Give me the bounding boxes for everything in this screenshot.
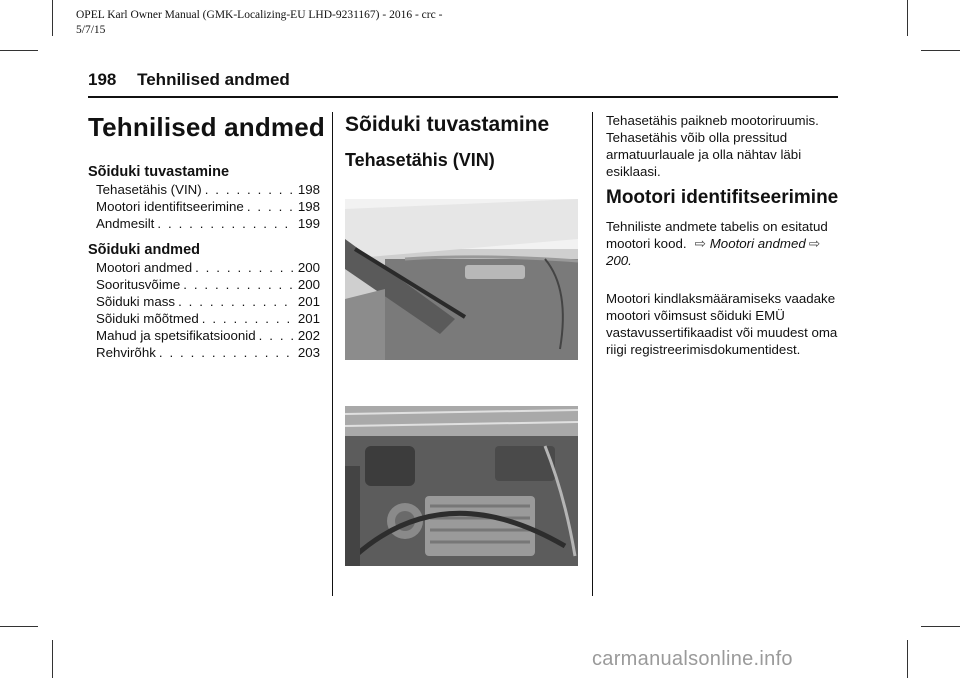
- toc-item[interactable]: [88, 198, 320, 215]
- toc-item-label: Tehasetähis (VIN): [96, 182, 202, 197]
- toc-heading: Sõiduki andmed: [88, 242, 200, 258]
- header-rule: [88, 96, 838, 98]
- toc-item-label: Andmesilt: [96, 216, 155, 231]
- toc-item-page: 198: [297, 199, 320, 214]
- toc-item-page: 198: [297, 182, 320, 197]
- toc-heading: Sõiduki tuvastamine: [88, 164, 230, 180]
- crop-mark: [921, 626, 960, 627]
- toc-item-label: Rehvirõhk: [96, 345, 156, 360]
- section-title: Mootori identifitseerimine: [606, 187, 839, 208]
- toc-item-label: Mootori identifitseerimine: [96, 199, 244, 214]
- toc-item-label: Sooritusvõime: [96, 277, 181, 292]
- toc-item[interactable]: [88, 327, 320, 344]
- crop-mark: [0, 50, 38, 51]
- crop-mark: [921, 50, 960, 51]
- toc-item-page: 202: [297, 328, 320, 343]
- column-divider: [332, 112, 333, 596]
- section-title: Sõiduki tuvastamine: [345, 113, 550, 136]
- engine-identification-text: Mootori kindlaksmääramiseks vaadake mootori võimsust sõiduki EMÜ vastavussertifikaadist või muudest oma riigi registreerimisdokumentidest.: [606, 291, 838, 357]
- crop-mark: [907, 0, 908, 36]
- toc-item[interactable]: [88, 181, 320, 198]
- cross-reference-link[interactable]: Mootori andmed: [709, 236, 806, 251]
- toc-item-label: Sõiduki mass: [96, 294, 176, 309]
- toc-item-page: 199: [297, 216, 320, 231]
- reference-arrow-icon: ⇨: [694, 236, 706, 251]
- engine-bay-vin-photo: [345, 406, 578, 566]
- crop-mark: [52, 0, 53, 36]
- toc-item[interactable]: [88, 259, 320, 276]
- toc-item-page: 201: [297, 311, 320, 326]
- toc-item-page: 201: [297, 294, 320, 309]
- meta-line: OPEL Karl Owner Manual (GMK-Localizing-EU LHD-9231167) - 2016 - crc -: [76, 9, 443, 21]
- reference-arrow-icon: ⇨: [808, 236, 820, 251]
- page-number: 198: [88, 70, 117, 89]
- toc-item-label: Mahud ja spetsifikatsioonid: [96, 328, 256, 343]
- running-title: Tehnilised andmed: [137, 70, 290, 89]
- toc-item-page: 200: [297, 277, 320, 292]
- crop-mark: [52, 640, 53, 678]
- table-of-contents: [88, 164, 320, 361]
- vin-location-text: Tehasetähis paikneb mootoriruumis. Tehasetähis võib olla pressitud armatuurlauale ja olla nähtav läbi esiklaasi.: [606, 113, 819, 179]
- toc-item[interactable]: [88, 310, 320, 327]
- chapter-title: Tehnilised andmed: [88, 112, 325, 142]
- toc-item[interactable]: [88, 344, 320, 361]
- toc-item-label: Mootori andmed: [96, 260, 193, 275]
- meta-line: 5/7/15: [76, 24, 106, 36]
- page-header: [88, 70, 290, 90]
- windshield-vin-photo: [345, 199, 578, 360]
- column-divider: [592, 112, 593, 596]
- toc-item-label: Sõiduki mõõtmed: [96, 311, 199, 326]
- toc-item[interactable]: [88, 215, 320, 232]
- watermark: carmanualsonline.info: [592, 648, 793, 670]
- toc-item[interactable]: [88, 276, 320, 293]
- crop-mark: [0, 626, 38, 627]
- toc-item-page: 200: [297, 260, 320, 275]
- subsection-title: Tehasetähis (VIN): [345, 150, 495, 170]
- engine-code-text: Tehniliste andmete tabelis on esitatud mootori kood. ⇨ Mootori andmed ⇨200.: [606, 219, 828, 268]
- document-meta: [76, 8, 442, 38]
- cross-reference-page[interactable]: 200.: [606, 253, 632, 268]
- toc-item-page: 203: [297, 345, 320, 360]
- toc-item[interactable]: [88, 293, 320, 310]
- crop-mark: [907, 640, 908, 678]
